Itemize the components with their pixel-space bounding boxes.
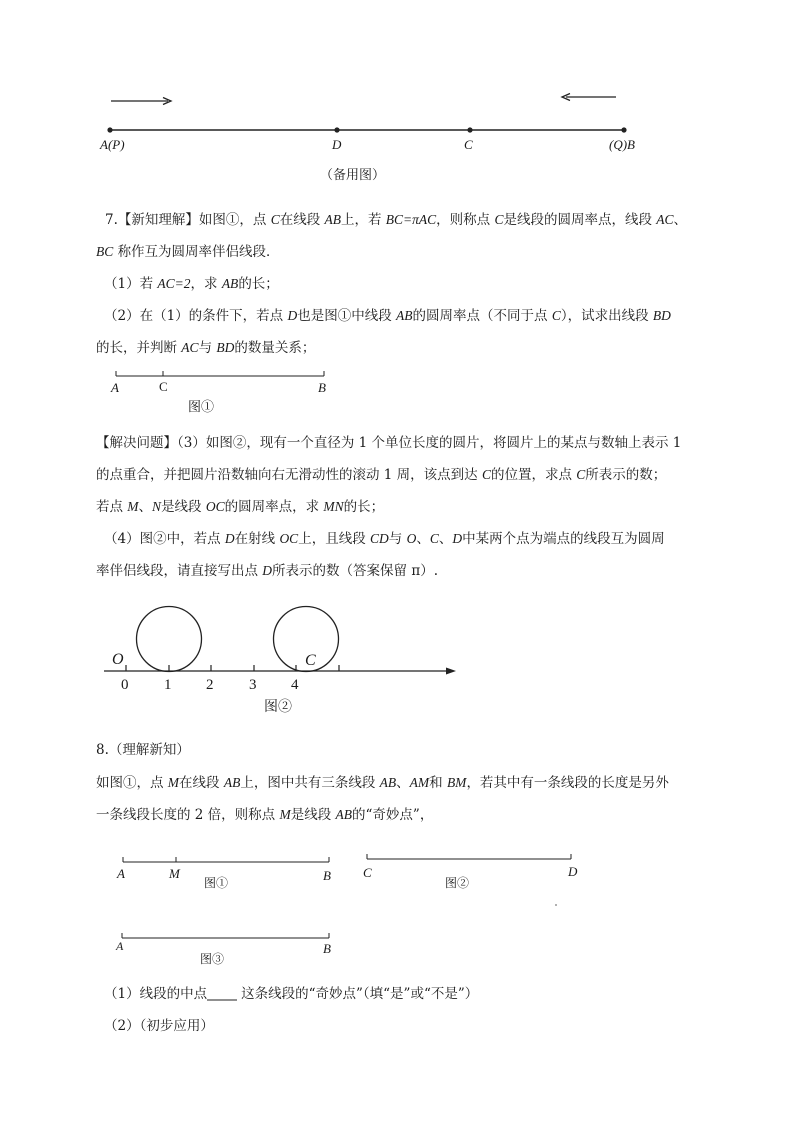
q7-part-1: （1）若 AC=2，求 AB的长； bbox=[104, 276, 279, 292]
fig2-caption: 图② bbox=[264, 699, 292, 715]
label-a-p: A(P) bbox=[100, 137, 125, 152]
q8-part-1: （1）线段的中点 这条线段的“奇妙点”（填“是”或“不是”） bbox=[104, 986, 479, 1002]
fig1-label-b: B bbox=[318, 380, 326, 395]
q7-figure-1 bbox=[116, 371, 324, 376]
fig2-tick-label-3: 3 bbox=[249, 677, 257, 693]
q8-line-1: 如图①，点 M在线段 AB上，图中共有三条线段 AB、AM和 BM，若其中有一条线段的长度是另外 bbox=[96, 775, 669, 791]
point-d bbox=[334, 127, 339, 132]
label-q-b: (Q)B bbox=[609, 137, 635, 152]
point-a bbox=[107, 127, 112, 132]
figure-caption-backup: （备用图） bbox=[320, 168, 386, 183]
fig2-label-c: C bbox=[305, 652, 316, 669]
q8-fig2-label-d: D bbox=[568, 864, 578, 879]
q8-figure-3 bbox=[122, 933, 329, 938]
q7-part-3-cont-2: 若点 M、N是线段 OC的圆周率点，求 MN的长； bbox=[96, 499, 385, 515]
fig2-tick-label-1: 1 bbox=[164, 677, 172, 693]
q7-line-1: 7.【新知理解】如图①，点 C在线段 AB上，若 BC=πAC，则称点 C是线段的圆周率点，线段 AC、 bbox=[105, 212, 688, 228]
stray-dot bbox=[555, 904, 557, 906]
q8-fig2-label-c: C bbox=[363, 865, 372, 880]
q8-fig1-caption: 图① bbox=[204, 876, 229, 890]
q8-fig1-label-b: B bbox=[323, 868, 331, 883]
number-line-arrowhead bbox=[446, 668, 456, 675]
q8-fig3-caption: 图③ bbox=[200, 952, 225, 966]
q7-part-3: 【解决问题】（3）如图②，现有一个直径为 1 个单位长度的圆片，将圆片上的某点与数轴上表示 1 bbox=[96, 435, 682, 451]
point-c bbox=[467, 127, 472, 132]
fig2-tick-label-4: 4 bbox=[291, 677, 299, 693]
q7-part-3-cont: 的点重合，并把圆片沿数轴向右无滑动性的滚动 1 周，该点到达 C的位置，求点 C所表示的数； bbox=[96, 467, 667, 483]
label-c: C bbox=[464, 137, 473, 152]
q7-figure-2 bbox=[104, 607, 456, 675]
q8-fig3-label-a: A bbox=[116, 939, 124, 953]
q7-part-4: （4）图②中，若点 D在射线 OC上，且线段 CD与 O、C、D中某两个点为端点的线段互为圆周 bbox=[104, 531, 665, 547]
fig2-label-o: O bbox=[112, 651, 124, 668]
q8-line-2: 一条线段长度的 2 倍，则称点 M是线段 AB的“奇妙点”， bbox=[96, 807, 434, 823]
q8-part-2: （2）（初步应用） bbox=[104, 1018, 214, 1034]
q7-part-2-cont: 的长，并判断 AC与 BD的数量关系； bbox=[96, 340, 316, 356]
fig2-tick-label-2: 2 bbox=[206, 677, 214, 693]
q7-line-2: BC 称作互为圆周率伴侣线段． bbox=[96, 244, 280, 260]
circle-left bbox=[137, 607, 202, 672]
q8-fig3-label-b: B bbox=[323, 941, 331, 956]
fig1-caption: 图① bbox=[188, 400, 215, 415]
q8-fig2-caption: 图② bbox=[445, 876, 470, 890]
label-d: D bbox=[332, 137, 342, 152]
top-figure bbox=[107, 94, 626, 133]
q8-title: 8.（理解新知） bbox=[96, 742, 190, 758]
q8-figure-1 bbox=[123, 857, 329, 862]
q8-fig1-label-a: A bbox=[117, 866, 125, 881]
q8-figure-2 bbox=[367, 854, 571, 859]
point-b bbox=[621, 127, 626, 132]
fig2-tick-label-0: 0 bbox=[121, 677, 129, 693]
q7-part-2: （2）在（1）的条件下，若点 D也是图①中线段 AB的圆周率点（不同于点 C），试求出线段 BD bbox=[104, 308, 671, 324]
fig1-label-c: C bbox=[159, 379, 168, 394]
q8-fig1-label-m: M bbox=[169, 866, 180, 881]
q7-part-4-cont: 率伴侣线段，请直接写出点 D所表示的数（答案保留 π）. bbox=[96, 563, 439, 579]
fig1-label-a: A bbox=[111, 380, 119, 395]
